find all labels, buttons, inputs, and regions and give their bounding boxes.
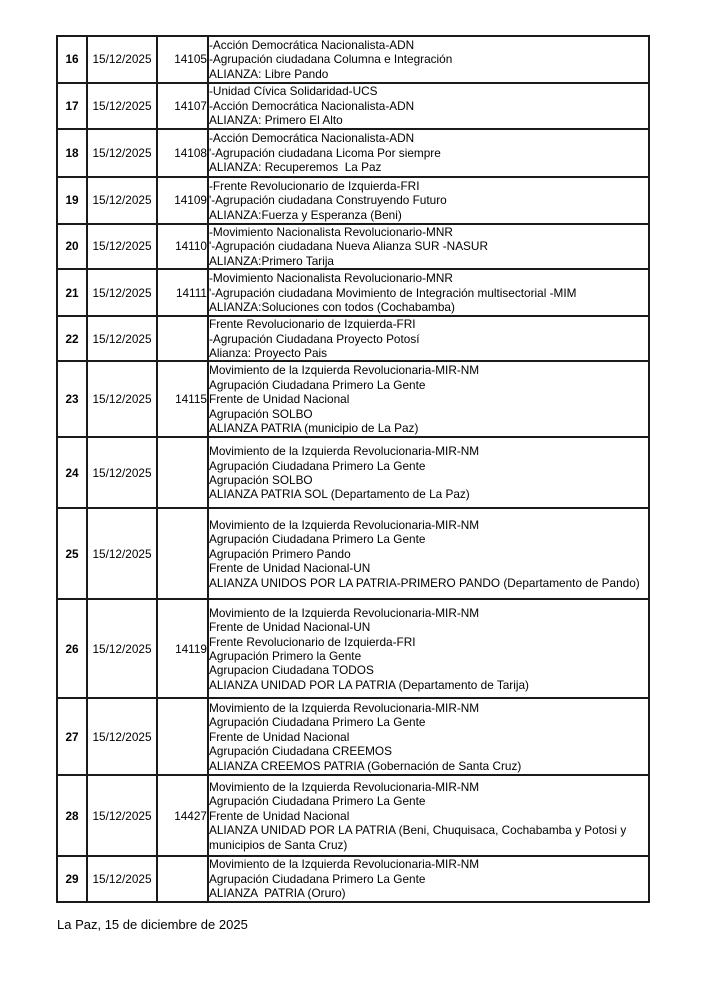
text-line: ALIANZA:Fuerza y Esperanza (Beni) [209,207,402,222]
text-line: '-Agrupación ciudadana Movimiento de Integración multisectorial -MIM [209,285,577,300]
text-line: Agrupación Ciudadana Primero La Gente [209,532,426,547]
date-cell: 15/12/2025 [87,599,157,698]
text-line: ALIANZA:Primero Tarija [209,253,334,268]
organizations-cell [208,269,649,316]
text-line: ALIANZA:Soluciones con todos (Cochabamba) [209,299,455,314]
row-number-cell: 16 [57,36,87,83]
text-line: ALIANZA UNIDAD POR LA PATRIA (Departamento de Tarija) [209,677,529,692]
code-cell: 14108 [157,129,208,177]
text-line: -Acción Democrática Nacionalista-ADN [209,131,415,146]
text-line: Movimiento de la Izquierda Revolucionaria-MIR-NM [209,363,480,378]
text-line: ALIANZA UNIDOS POR LA PATRIA-PRIMERO PANDO (Departamento de Pando) [209,575,640,590]
row-number-cell: 27 [57,698,87,775]
date-cell: 15/12/2025 [87,856,157,901]
text-line: ALIANZA UNIDAD POR LA PATRIA (Beni, Chuquisaca, Cochabamba y Potosi y [209,823,627,838]
table-row [57,224,649,269]
date-cell: 15/12/2025 [87,129,157,177]
text-line: Frente de Unidad Nacional [209,392,350,407]
code-cell [157,437,208,508]
table-row [57,83,649,129]
text-line: '-Agrupación ciudadana Licoma Por siempre [209,145,441,160]
date-cell: 15/12/2025 [87,316,157,361]
text-line: Frente de Unidad Nacional [209,808,350,823]
text-line: -Movimiento Nacionalista Revolucionario-MNR [209,271,453,286]
text-line: ALIANZA: Libre Pando [209,66,329,81]
text-line: Agrupación Ciudadana Primero La Gente [209,377,426,392]
row-number-cell: 18 [57,129,87,177]
text-line: -Agrupación ciudadana Columna e Integración [209,52,453,67]
text-line: Agrupación SOLBO [209,406,313,421]
place-date-line: La Paz, 15 de diciembre de 2025 [57,917,248,932]
organizations-cell [208,36,649,83]
organizations-cell [208,599,649,698]
row-number-cell: 17 [57,83,87,129]
text-line: Frente de Unidad Nacional [209,729,350,744]
text-line: Alianza: Proyecto Pais [209,346,328,361]
text-line: Agrupacion Ciudadana TODOS [209,663,374,678]
code-cell: 14109 [157,177,208,224]
table-row [57,775,649,856]
organizations-cell [208,361,649,437]
text-line: Frente Revolucionario de Izquierda-FRI [209,634,416,649]
table-row [57,269,649,316]
text-line: -Movimiento Nacionalista Revolucionario-MNR [209,225,453,239]
text-line: Agrupación Ciudadana Primero La Gente [209,871,426,886]
text-line: Agrupación Ciudadana CREEMOS [209,744,392,759]
organizations-cell [208,177,649,224]
table-row [57,177,649,224]
text-line: Movimiento de la Izquierda Revolucionaria-MIR-NM [209,779,480,794]
date-cell: 15/12/2025 [87,437,157,508]
date-cell: 15/12/2025 [87,83,157,129]
table-row [57,599,649,698]
date-cell: 15/12/2025 [87,775,157,856]
table-row [57,361,649,437]
code-cell [157,856,208,901]
table-row [57,129,649,177]
text-line: Movimiento de la Izquierda Revolucionaria-MIR-NM [209,444,480,459]
text-line: Movimiento de la Izquierda Revolucionaria-MIR-NM [209,605,480,620]
text-line: -Acción Democrática Nacionalista-ADN [209,37,415,52]
table-row [57,36,649,83]
row-number-cell: 28 [57,775,87,856]
text-line: ALIANZA: Recuperemos La Paz [209,160,382,175]
text-line: ALIANZA CREEMOS PATRIA (Gobernación de Santa Cruz) [209,758,522,773]
text-line: Movimiento de la Izquierda Revolucionaria-MIR-NM [209,700,480,715]
row-number-cell: 25 [57,508,87,599]
text-line: Agrupación Ciudadana Primero La Gente [209,458,426,473]
text-line: ALIANZA PATRIA (Oruro) [209,886,346,901]
registration-table [56,35,650,903]
table-row [57,508,649,599]
row-number-cell: 20 [57,224,87,269]
date-cell: 15/12/2025 [87,36,157,83]
text-line: ALIANZA: Primero El Alto [209,113,343,128]
code-cell: 14105 [157,36,208,83]
row-number-cell: 26 [57,599,87,698]
text-line: ALIANZA PATRIA SOL (Departamento de La Paz) [209,487,470,502]
organizations-cell [208,508,649,599]
text-line: Frente Revolucionario de Izquierda-FRI [209,317,416,332]
row-number-cell: 22 [57,316,87,361]
organizations-cell [208,316,649,361]
organizations-cell [208,775,649,856]
organizations-cell [208,129,649,177]
text-line: -Frente Revolucionario de Izquierda-FRI [209,178,420,193]
organizations-cell [208,856,649,901]
text-line: Movimiento de la Izquierda Revolucionaria-MIR-NM [209,857,480,872]
table-row [57,316,649,361]
text-line: -Acción Democrática Nacionalista-ADN [209,98,415,113]
row-number-cell: 23 [57,361,87,437]
row-number-cell: 24 [57,437,87,508]
organizations-cell [208,83,649,129]
date-cell: 15/12/2025 [87,698,157,775]
code-cell [157,508,208,599]
code-cell [157,698,208,775]
code-cell: 14107 [157,83,208,129]
date-cell: 15/12/2025 [87,177,157,224]
organizations-cell [208,437,649,508]
table-row [57,856,649,901]
text-line: Agrupación Primero la Gente [209,648,362,663]
code-cell: 14427 [157,775,208,856]
text-line: Agrupación Primero Pando [209,546,351,561]
text-line: Frente de Unidad Nacional-UN [209,561,371,576]
text-line: -Unidad Cívica Solidaridad-UCS [209,84,378,99]
code-cell: 14111 [157,269,208,316]
row-number-cell: 21 [57,269,87,316]
table-row [57,698,649,775]
text-line: '-Agrupación ciudadana Construyendo Futuro [209,193,447,208]
date-cell: 15/12/2025 [87,224,157,269]
organizations-cell [208,224,649,269]
date-cell: 15/12/2025 [87,508,157,599]
text-line: Agrupación Ciudadana Primero La Gente [209,794,426,809]
text-line: Movimiento de la Izquierda Revolucionaria-MIR-NM [209,517,480,532]
text-line: Agrupación Ciudadana Primero La Gente [209,715,426,730]
text-line: '-Agrupación ciudadana Nueva Alianza SUR -NASUR [209,239,488,254]
text-line: Frente de Unidad Nacional-UN [209,620,371,635]
organizations-cell [208,698,649,775]
date-cell: 15/12/2025 [87,361,157,437]
table-row [57,437,649,508]
text-line: Agrupación SOLBO [209,472,313,487]
code-cell: 14110 [157,224,208,269]
text-line: municipios de Santa Cruz) [209,837,348,852]
text-line: -Agrupación Ciudadana Proyecto Potosí [209,331,420,346]
code-cell [157,316,208,361]
date-cell: 15/12/2025 [87,269,157,316]
row-number-cell: 19 [57,177,87,224]
code-cell: 14115 [157,361,208,437]
row-number-cell: 29 [57,856,87,901]
code-cell: 14119 [157,599,208,698]
text-line: ALIANZA PATRIA (municipio de La Paz) [209,421,419,436]
